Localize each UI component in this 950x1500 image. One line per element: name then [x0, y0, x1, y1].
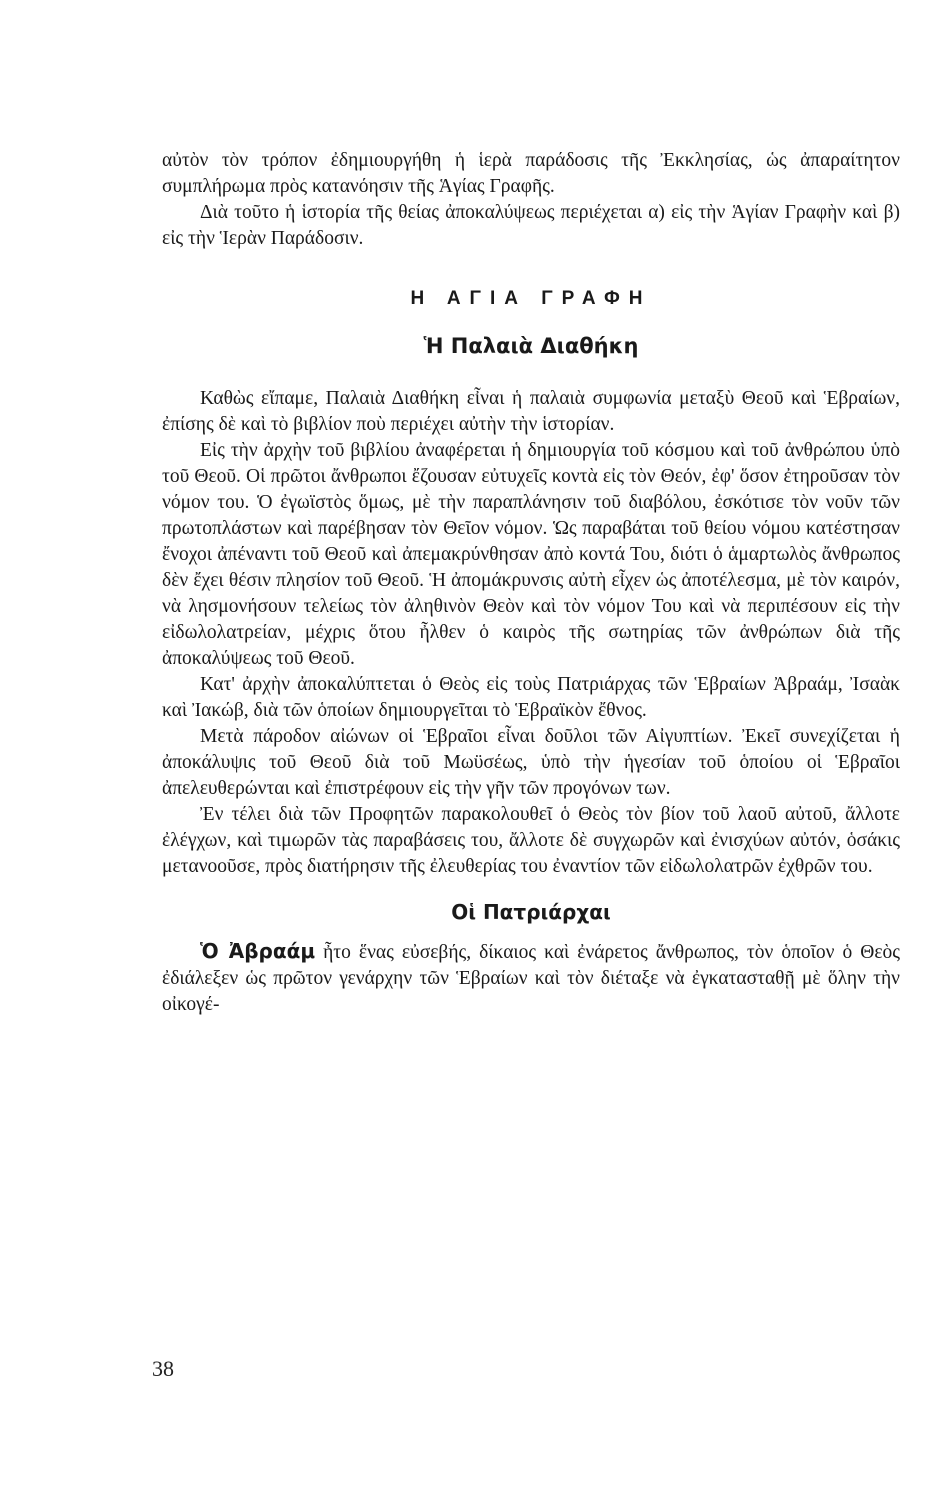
page-number: 38	[152, 1356, 174, 1381]
subheading-old-testament: Ἡ Παλαιὰ Διαθήκη	[423, 334, 639, 358]
abraham-text: ἦτο ἕνας εὐσεβής, δίκαιος καὶ ἐνάρετος ἄνθρωπος, τὸν ὁποῖον ὁ Θεὸς ἐδιάλεξεν ὡς πρῶτον γενάρχην τῶν Ἑβραίων καὶ τὸν διέταξε νὰ ἐγκατασταθῇ μὲ ὅλην τὴν οἰκογέ-	[162, 942, 901, 1015]
body-paragraph-1: Καθὼς εἴπαμε, Παλαιὰ Διαθήκη εἶναι ἡ παλαιὰ συμφωνία μεταξὺ Θεοῦ καὶ Ἑβραίων, ἐπίσης δὲ καὶ τὸ βιβλίον ποὺ περιέχει αὐτὴν τὴν ἱστορίαν.	[162, 388, 900, 435]
body-paragraph-5: Ἐν τέλει διὰ τῶν Προφητῶν παρακολουθεῖ ὁ Θεὸς τὸν βίον τοῦ λαοῦ αὐτοῦ, ἄλλοτε ἐλέγχων, καὶ τιμωρῶν τὰς παραβάσεις του, ἄλλοτε δὲ συγχωρῶν καὶ ἐνισχύων αὐτόν, ὁσάκις μετανοοῦσε, πρὸς διατήρησιν τῆς ἐλευθερίας του ἐναντίον τῶν εἰδωλολατρῶν ἐχθρῶν του.	[162, 804, 900, 877]
intro-paragraph-2: Διὰ τοῦτο ἡ ἱστορία τῆς θείας ἀποκαλύψεως περιέχεται α) εἰς τὴν Ἁγίαν Γραφὴν καὶ β) εἰς τὴν Ἱερὰν Παράδοσιν.	[162, 202, 900, 249]
old-testament-section	[162, 386, 900, 880]
section-heading-holy-scripture: Η ΑΓΙΑ ΓΡΑΦΗ	[410, 288, 652, 309]
abraham-lead: Ὁ Ἀβραάμ	[200, 939, 316, 963]
subheading-patriarchs: Οἱ Πατριάρχαι	[451, 900, 611, 924]
intro-paragraph-1: αὐτὸν τὸν τρόπον ἐδημιουργήθη ἡ ἱερὰ παράδοσις τῆς Ἐκκλησίας, ὡς ἀπαραίτητον συμπλήρωμα πρὸς κατανόησιν τῆς Ἁγίας Γραφῆς.	[162, 150, 900, 197]
body-paragraph-2: Εἰς τὴν ἀρχὴν τοῦ βιβλίου ἀναφέρεται ἡ δημιουργία τοῦ κόσμου καὶ τοῦ ἀνθρώπου ὑπὸ τοῦ Θεοῦ. Οἱ πρῶτοι ἄνθρωποι ἔζουσαν εὐτυχεῖς κοντὰ εἰς τὸν Θεόν, ἐφ' ὅσον ἐτηροῦσαν τὸν νόμον του. Ὁ ἐγωϊστὸς ὅμως, μὲ τὴν παραπλάνησιν τοῦ διαβόλου, ἐσκότισε τὸν νοῦν τῶν πρωτοπλάστων καὶ παρέβησαν τὸν Θεῖον νόμον. Ὡς παραβάται τοῦ θείου νόμου κατέστησαν ἔνοχοι ἀπέναντι τοῦ Θεοῦ καὶ ἀπεμακρύνθησαν ἀπὸ κοντά Του, διότι ὁ ἁμαρτωλὸς ἄνθρωπος δὲν ἔχει θέσιν πλησίον τοῦ Θεοῦ. Ἡ ἀπομάκρυνσις αὐτὴ εἶχεν ὡς ἀποτέλεσμα, μὲ τὸν καιρόν, νὰ λησμονήσουν τελείως τὸν ἀληθινὸν Θεὸν καὶ τὸν νόμον Του καὶ νὰ περιπέσουν εἰς τὴν εἰδωλολατρείαν, μέχρις ὅτου ἦλθεν ὁ καιρὸς τῆς σωτηρίας τῶν ἀνθρώπων διὰ τῆς ἀποκαλύψεως τοῦ Θεοῦ.	[162, 440, 900, 669]
body-paragraph-4: Μετὰ πάροδον αἰώνων οἱ Ἑβραῖοι εἶναι δοῦλοι τῶν Αἰγυπτίων. Ἐκεῖ συνεχίζεται ἡ ἀποκάλυψις τοῦ Θεοῦ διὰ τοῦ Μωϋσέως, ὑπὸ τὴν ἡγεσίαν τοῦ ὁποίου οἱ Ἑβραῖοι ἀπελευθερώνται καὶ ἐπιστρέφουν εἰς τὴν γῆν τῶν προγόνων των.	[162, 726, 900, 799]
abraham-section	[162, 938, 900, 1018]
page-content	[162, 148, 900, 1018]
abraham-paragraph	[162, 938, 900, 1018]
body-paragraph-3: Κατ' ἀρχὴν ἀποκαλύπτεται ὁ Θεὸς εἰς τοὺς Πατριάρχας τῶν Ἑβραίων Ἀβραάμ, Ἰσαὰκ καὶ Ἰακώβ, διὰ τῶν ὁποίων δημιουργεῖται τὸ Ἑβραϊκὸν ἔθνος.	[162, 674, 900, 721]
intro-section	[162, 148, 900, 252]
